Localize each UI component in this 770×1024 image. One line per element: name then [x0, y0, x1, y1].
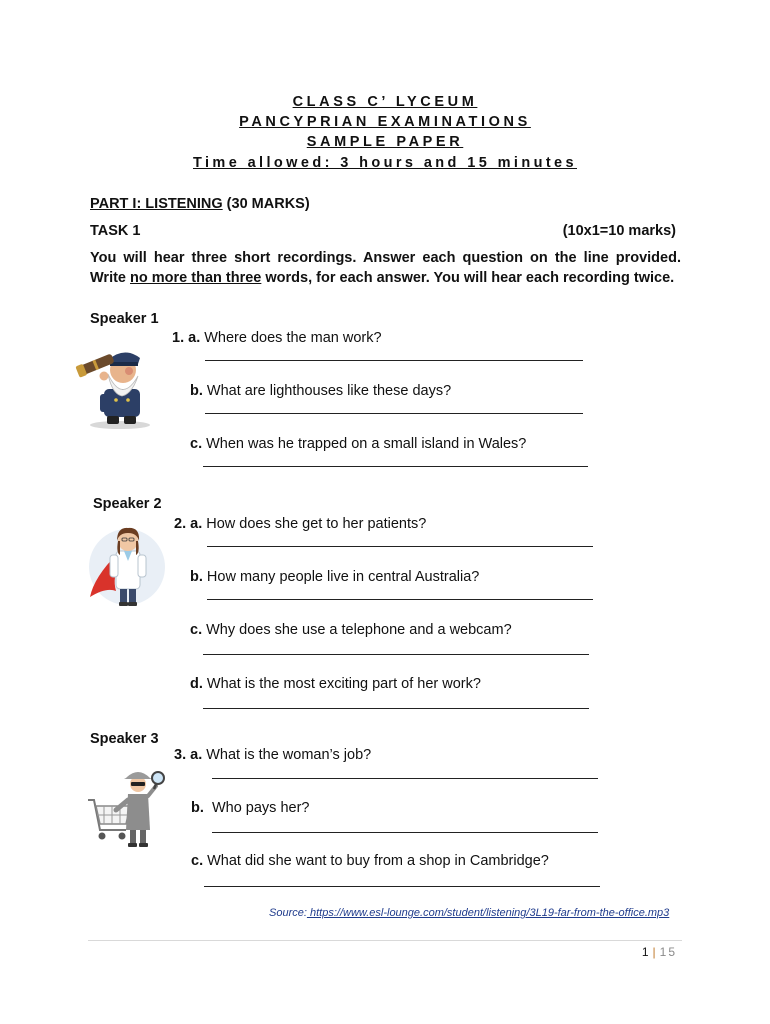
doctor-superhero-icon	[88, 517, 166, 613]
page-number	[642, 945, 677, 959]
answer-line-1a[interactable]	[205, 360, 583, 361]
task-marks: (10x1=10 marks)	[562, 223, 676, 239]
answer-line-3b[interactable]	[212, 832, 598, 833]
source-citation: Source: https://www.esl-lounge.com/student/listening/3L19-far-from-the-office.mp3	[269, 907, 670, 919]
title-sample: SAMPLE PAPER	[306, 134, 464, 150]
answer-line-2b[interactable]	[207, 599, 593, 600]
question-3c: c. What did she want to buy from a shop in Cambridge?	[191, 853, 549, 869]
question-1c: c. When was he trapped on a small island in Wales?	[190, 436, 527, 452]
question-3a: 3. a. What is the woman’s job?	[174, 747, 372, 763]
page-current: 1	[641, 945, 649, 959]
question-2b: b. How many people live in central Australia?	[190, 569, 480, 585]
page-total: 15	[659, 945, 677, 959]
time-allowed: Time allowed: 3 hours and 15 minutes	[192, 155, 577, 171]
answer-line-2a[interactable]	[207, 546, 593, 547]
part-title: PART I: LISTENING	[90, 196, 223, 212]
speaker-2-label: Speaker 2	[93, 496, 162, 512]
instructions-emphasis: no more than three	[130, 270, 262, 286]
answer-line-1b[interactable]	[205, 413, 583, 414]
speaker-1-label: Speaker 1	[90, 311, 159, 327]
footer-divider	[88, 940, 682, 941]
sailor-telescope-icon	[74, 334, 162, 430]
page-separator: |	[652, 945, 656, 959]
part-marks: (30 MARKS)	[222, 196, 310, 212]
instructions: You will hear three short recordings. Answer each question on the line provided. Write no more than three words, for each answer. You will hear each recording twice.	[90, 250, 681, 286]
answer-line-3a[interactable]	[212, 778, 598, 779]
title-exams: PANCYPRIAN EXAMINATIONS	[239, 114, 531, 130]
detective-shopping-cart-icon	[86, 764, 168, 850]
speaker-3-label: Speaker 3	[90, 731, 159, 747]
answer-line-1c[interactable]	[203, 466, 588, 467]
question-2d: d. What is the most exciting part of her work?	[190, 676, 481, 692]
question-1b: b. What are lighthouses like these days?	[190, 383, 452, 399]
question-2a: 2. a. How does she get to her patients?	[174, 516, 427, 532]
task-label: TASK 1	[90, 223, 141, 239]
answer-line-2d[interactable]	[203, 708, 589, 709]
answer-line-2c[interactable]	[203, 654, 589, 655]
part-heading	[90, 194, 310, 214]
question-1a: 1. a. Where does the man work?	[172, 330, 382, 346]
answer-line-3c[interactable]	[204, 886, 600, 887]
question-2c: c. Why does she use a telephone and a webcam?	[190, 622, 512, 638]
title-class: CLASS C’ LYCEUM	[292, 94, 478, 110]
source-link[interactable]: https://www.esl-lounge.com/student/listening/3L19-far-from-the-office.mp3	[306, 907, 670, 919]
question-3b: b. Who pays her?	[191, 800, 310, 816]
